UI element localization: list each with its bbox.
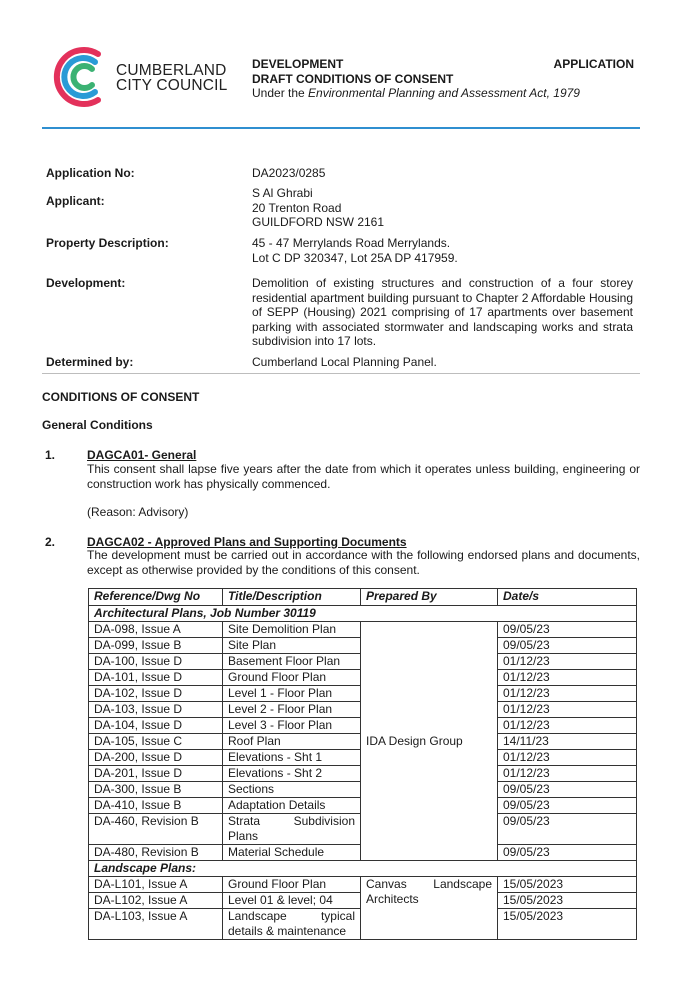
property-address: 45 - 47 Merrylands Road Merrylands. [252, 236, 451, 250]
ref-cell: DA-100, Issue D [89, 654, 223, 670]
title-cell-line2: Plans [228, 829, 259, 843]
date-cell: 01/12/23 [498, 702, 637, 718]
title-draft-conditions: DRAFT CONDITIONS OF CONSENT [252, 71, 454, 86]
ref-cell: DA-105, Issue C [89, 734, 223, 750]
date-cell: 09/05/23 [498, 782, 637, 798]
applicant-value [252, 186, 384, 230]
ref-cell: DA-099, Issue B [89, 638, 223, 654]
table-row [89, 877, 637, 893]
title-cell-line1: Strata Subdivision [228, 814, 355, 828]
header-divider [42, 127, 640, 129]
section-row [89, 861, 637, 877]
condition-1-text: This consent shall lapse five years after the date from which it operates unless building, engineering or construction work has physically commenced. [87, 462, 640, 491]
council-logo-icon [48, 42, 118, 112]
date-cell: 15/05/2023 [498, 877, 637, 893]
title-cell: Level 1 - Floor Plan [223, 686, 361, 702]
date-cell: 09/05/23 [498, 798, 637, 814]
title-cell: Basement Floor Plan [223, 654, 361, 670]
title-cell: Level 2 - Floor Plan [223, 702, 361, 718]
applicant-street: 20 Trenton Road [252, 200, 342, 215]
development-value: Demolition of existing structures and construction of a four storey residential apartment building pursuant to Chapter 2 Affordable Housing of SEPP (Housing) 2021 comprising of 17 apartments over basement parking with associated stormwater and landscaping works and strata subdivision into 17 lots. [252, 276, 633, 348]
application-no-value: DA2023/0285 [252, 166, 326, 180]
ref-cell: DA-L103, Issue A [89, 909, 223, 940]
section-landscape: Landscape Plans: [89, 861, 637, 877]
document-title [252, 57, 634, 86]
subtitle-act: Environmental Planning and Assessment Act, 1979 [308, 86, 580, 100]
applicant-label: Applicant: [46, 194, 105, 208]
ref-cell: DA-L102, Issue A [89, 893, 223, 909]
date-cell: 15/05/2023 [498, 909, 637, 940]
ref-cell: DA-480, Revision B [89, 845, 223, 861]
title-cell: Sections [223, 782, 361, 798]
approved-plans-table [88, 588, 637, 940]
property-label: Property Description: [46, 236, 169, 250]
application-no-label: Application No: [46, 166, 135, 180]
date-cell: 01/12/23 [498, 750, 637, 766]
council-name-line1: CUMBERLAND [116, 62, 227, 79]
subtitle-prefix: Under the [252, 86, 309, 100]
ref-cell: DA-103, Issue D [89, 702, 223, 718]
date-cell: 01/12/23 [498, 718, 637, 734]
condition-2-text: The development must be carried out in accordance with the following endorsed plans and documents, except as otherwise provided by the conditions of this consent. [87, 548, 640, 577]
ref-cell: DA-101, Issue D [89, 670, 223, 686]
ref-cell: DA-102, Issue D [89, 686, 223, 702]
section-architectural: Architectural Plans, Job Number 30119 [89, 606, 637, 622]
date-cell: 01/12/23 [498, 654, 637, 670]
section-row [89, 606, 637, 622]
title-cell: Ground Floor Plan [223, 877, 361, 893]
ref-cell: DA-200, Issue D [89, 750, 223, 766]
ref-cell: DA-201, Issue D [89, 766, 223, 782]
table-row [89, 622, 637, 638]
date-cell: 01/12/23 [498, 670, 637, 686]
ref-cell: DA-300, Issue B [89, 782, 223, 798]
title-cell [223, 909, 361, 940]
title-cell: Ground Floor Plan [223, 670, 361, 686]
header-prepared-by: Prepared By [361, 589, 498, 606]
ref-cell: DA-460, Revision B [89, 814, 223, 845]
title-cell: Level 3 - Floor Plan [223, 718, 361, 734]
header-reference: Reference/Dwg No [89, 589, 223, 606]
conditions-heading: CONDITIONS OF CONSENT [42, 390, 200, 404]
condition-1-reason: (Reason: Advisory) [87, 505, 189, 519]
determined-by-value: Cumberland Local Planning Panel. [252, 355, 437, 369]
title-development: DEVELOPMENT [252, 57, 344, 71]
header-dates: Date/s [498, 589, 637, 606]
general-conditions-heading: General Conditions [42, 418, 153, 432]
property-lots: Lot C DP 320347, Lot 25A DP 417959. [252, 250, 458, 265]
condition-2-number: 2. [45, 535, 56, 549]
determined-by-label: Determined by: [46, 355, 134, 369]
title-application: APPLICATION [553, 57, 634, 71]
title-cell-line1: Landscape typical [228, 909, 355, 923]
ref-cell: DA-L101, Issue A [89, 877, 223, 893]
title-cell: Site Plan [223, 638, 361, 654]
title-cell: Level 01 & level; 04 [223, 893, 361, 909]
prepared-by-cell: IDA Design Group [361, 622, 498, 861]
condition-1-title: DAGCA01- General [87, 448, 197, 462]
title-cell: Elevations - Sht 2 [223, 766, 361, 782]
date-cell: 01/12/23 [498, 766, 637, 782]
ref-cell: DA-104, Issue D [89, 718, 223, 734]
prepared-by-cell [361, 877, 498, 940]
title-cell-line2: details & maintenance [228, 924, 347, 938]
prepared-by-line2: Architects [366, 892, 419, 906]
title-cell: Site Demolition Plan [223, 622, 361, 638]
date-cell: 14/11/23 [498, 734, 637, 750]
condition-2-title: DAGCA02 - Approved Plans and Supporting Documents [87, 535, 407, 549]
title-cell: Roof Plan [223, 734, 361, 750]
date-cell: 09/05/23 [498, 622, 637, 638]
date-cell: 01/12/23 [498, 686, 637, 702]
title-cell: Material Schedule [223, 845, 361, 861]
date-cell: 09/05/23 [498, 814, 637, 845]
prepared-by-line1: Canvas Landscape [366, 877, 492, 891]
document-subtitle [252, 86, 580, 100]
header-title: Title/Description [223, 589, 361, 606]
condition-1-number: 1. [45, 448, 56, 462]
applicant-name: S Al Ghrabi [252, 186, 313, 200]
date-cell: 09/05/23 [498, 638, 637, 654]
council-name [116, 63, 228, 93]
ref-cell: DA-410, Issue B [89, 798, 223, 814]
ref-cell: DA-098, Issue A [89, 622, 223, 638]
property-value [252, 236, 458, 265]
development-label: Development: [46, 276, 126, 290]
council-name-line2: CITY COUNCIL [116, 77, 228, 94]
date-cell: 09/05/23 [498, 845, 637, 861]
table-header-row [89, 589, 637, 606]
title-cell: Elevations - Sht 1 [223, 750, 361, 766]
details-divider [42, 373, 640, 374]
title-cell [223, 814, 361, 845]
title-cell: Adaptation Details [223, 798, 361, 814]
applicant-suburb: GUILDFORD NSW 2161 [252, 215, 385, 229]
date-cell: 15/05/2023 [498, 893, 637, 909]
